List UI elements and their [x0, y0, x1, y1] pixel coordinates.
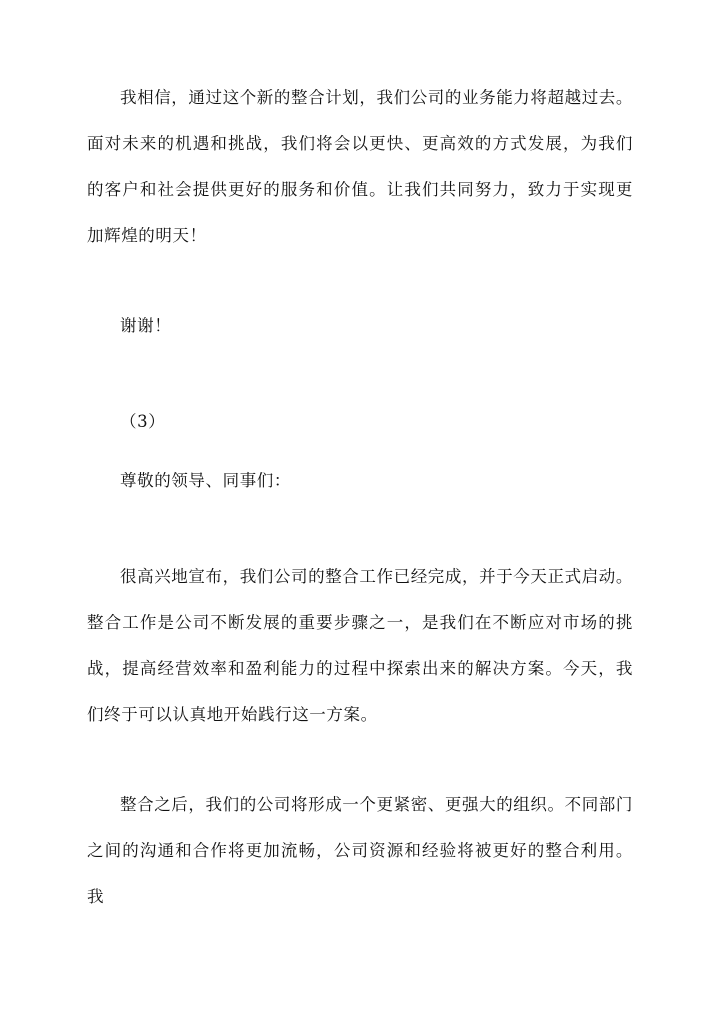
salutation: 尊敬的领导、同事们： — [120, 471, 291, 490]
section-number: （3） — [120, 412, 166, 431]
paragraph-closing-vision: 我相信，通过这个新的整合计划，我们公司的业务能力将超越过去。面对未来的机遇和挑战，我们将会以更快、更高效的方式发展，为我们的客户和社会提供更好的服务和价值。让我们共同努力，致力于实现更加辉煌的明天！ — [87, 88, 633, 245]
paragraph-thanks: 谢谢！ — [120, 316, 172, 335]
paragraph-announcement: 很高兴地宣布，我们公司的整合工作已经完成，并于今天正式启动。整合工作是公司不断发展的重要步骤之一，是我们在不断应对市场的挑战，提高经营效率和盈利能力的过程中探索出来的解决方案。今天，我们终于可以认真地开始践行这一方案。 — [87, 567, 633, 724]
paragraph-after-integration: 整合之后，我们的公司将形成一个更紧密、更强大的组织。不同部门之间的沟通和合作将更加流畅，公司资源和经验将被更好的整合利用。我 — [87, 795, 633, 906]
